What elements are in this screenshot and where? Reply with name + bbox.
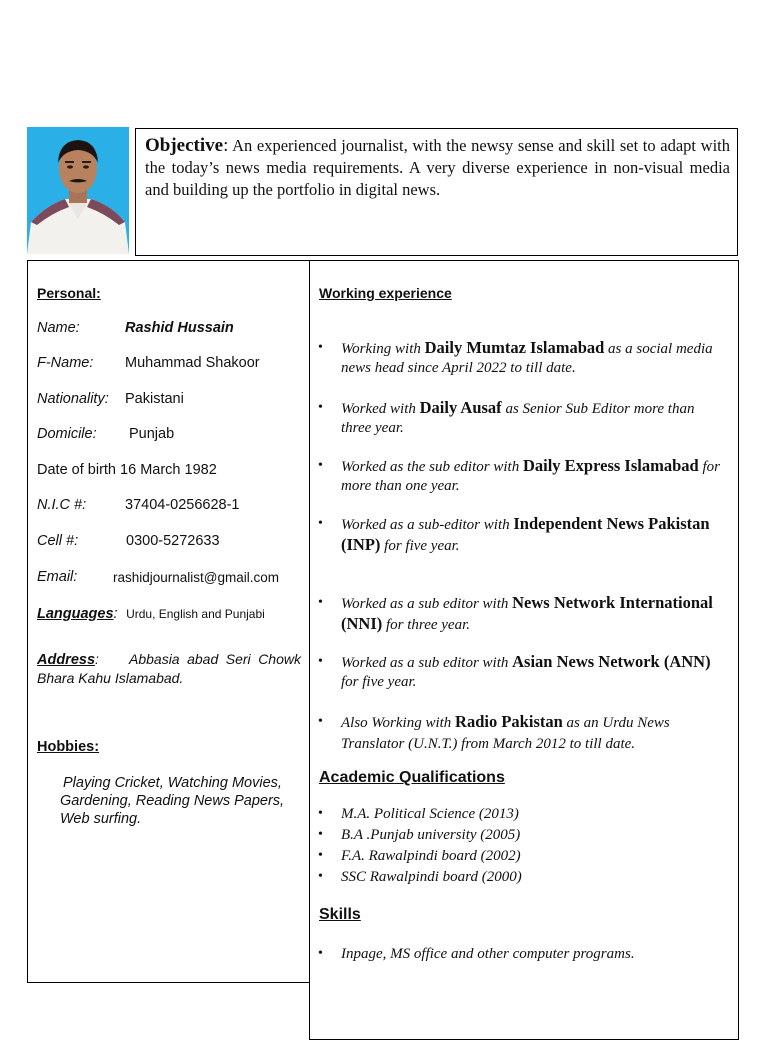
name-value: Rashid Hussain: [125, 320, 234, 336]
skills-heading: Skills: [319, 906, 361, 923]
objective-paragraph: [145, 135, 730, 201]
bullet-icon: •: [318, 458, 323, 473]
experience-item: • Worked as a sub-editor with Independent News Pakistan (INP) for five year.: [318, 514, 710, 554]
bullet-icon: •: [318, 340, 323, 355]
bullet-icon: •: [318, 400, 323, 415]
hobbies-heading: Hobbies:: [37, 739, 100, 755]
bullet-icon: •: [318, 827, 323, 842]
hobbies-text: Playing Cricket, Watching Movies, Gardening, Reading News Papers, Web surfing.: [60, 775, 285, 827]
academic-item: • SSC Rawalpindi board (2000): [318, 869, 522, 885]
academic-item: • B.A .Punjab university (2005): [318, 827, 521, 843]
objective-heading: Objective: [145, 135, 224, 156]
personal-row-nationality: Nationality: Pakistani: [37, 391, 184, 407]
personal-row-name: Name: Rashid Hussain: [37, 320, 234, 336]
bullet-icon: •: [318, 714, 323, 729]
bullet-icon: •: [318, 869, 323, 884]
objective-box: [135, 128, 738, 256]
experience-item: • Also Working with Radio Pakistan as an Urdu News Translator (U.N.T.) from March 2012 to till date.: [318, 712, 670, 752]
bullet-icon: •: [318, 806, 323, 821]
experience-item: • Working with Daily Mumtaz Islamabad as a social media news head since April 2022 to till date.: [318, 338, 713, 376]
bullet-icon: •: [318, 654, 323, 669]
academic-item: • F.A. Rawalpindi board (2002): [318, 848, 521, 864]
bullet-icon: •: [318, 595, 323, 610]
personal-row-nic: N.I.C #: 37404-0256628-1: [37, 497, 240, 513]
experience-item: • Worked as the sub editor with Daily Express Islamabad for more than one year.: [318, 456, 720, 494]
address-block: Address: Abbasia abad Seri Chowk Bhara Kahu Islamabad.: [37, 651, 301, 686]
personal-row-father-name: F-Name: Muhammad Shakoor: [37, 355, 260, 371]
personal-row-domicile: Domicile: Punjab: [37, 426, 175, 442]
email-value: rashidjournalist@gmail.com: [113, 570, 280, 585]
objective-text: An experienced journalist, with the newsy sense and skill set to adapt with the today’s news media requirements. A very diverse experience in non-visual media and building up the portfolio in digital news.: [145, 136, 730, 199]
bullet-icon: •: [318, 516, 323, 531]
experience-item: • Worked with Daily Ausaf as Senior Sub Editor more than three year.: [318, 398, 695, 436]
address-value: Abbasia abad Seri Chowk Bhara Kahu Islamabad.: [37, 651, 301, 686]
skills-item: • Inpage, MS office and other computer programs.: [318, 946, 635, 962]
experience-item: • Worked as a sub editor with Asian News Network (ANN) for five year.: [318, 652, 711, 690]
working-experience-heading: Working experience: [319, 285, 452, 301]
bullet-icon: •: [318, 848, 323, 863]
profile-photo: [27, 127, 129, 254]
bullet-icon: •: [318, 946, 323, 961]
objective-colon: :: [223, 135, 229, 156]
languages-row: Languages: Urdu, English and Punjabi: [37, 606, 265, 622]
address-label: Address: [37, 652, 96, 668]
personal-row-email: Email: rashidjournalist@gmail.com: [37, 569, 280, 585]
personal-row-cell: Cell #: 0300-5272633: [37, 533, 220, 549]
languages-value: Urdu, English and Punjabi: [126, 607, 265, 621]
academic-heading: Academic Qualifications: [319, 769, 505, 786]
languages-label: Languages: [37, 606, 114, 622]
academic-item: • M.A. Political Science (2013): [318, 806, 519, 822]
personal-row-date-of-birth: Date of birth 16 March 1982: [37, 462, 217, 478]
personal-heading: Personal:: [37, 285, 101, 301]
experience-item: • Worked as a sub editor with News Network International (NNI) for three year.: [318, 593, 713, 633]
